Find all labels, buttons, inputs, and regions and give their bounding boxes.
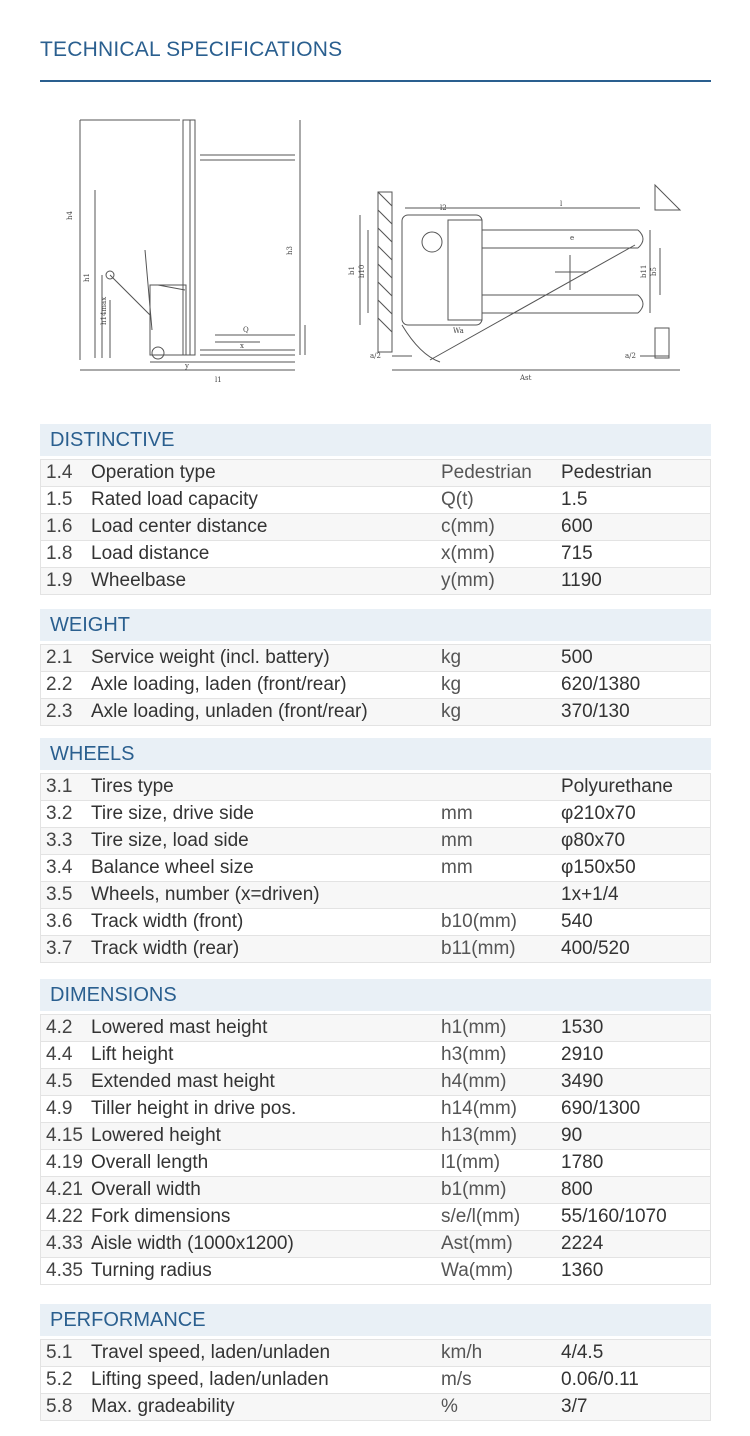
row-code: 4.5 bbox=[46, 1071, 73, 1092]
table-row bbox=[41, 936, 710, 963]
row-code: 4.15 bbox=[46, 1125, 83, 1146]
row-code: 3.2 bbox=[46, 803, 73, 824]
section-title: WHEELS bbox=[40, 738, 711, 770]
row-unit: x(mm) bbox=[441, 543, 495, 564]
table-row bbox=[41, 1015, 710, 1042]
row-value: 1x+1/4 bbox=[561, 884, 619, 905]
row-value: 1.5 bbox=[561, 489, 588, 510]
row-value: 540 bbox=[561, 911, 593, 932]
row-name: Lifting speed, laden/unladen bbox=[91, 1369, 329, 1390]
row-code: 5.8 bbox=[46, 1396, 73, 1417]
row-name: Wheels, number (x=driven) bbox=[91, 884, 320, 905]
row-name: Overall width bbox=[91, 1179, 201, 1200]
spec-table bbox=[40, 1339, 711, 1421]
row-unit: kg bbox=[441, 701, 462, 722]
table-row bbox=[41, 855, 710, 882]
section-title: DIMENSIONS bbox=[40, 979, 711, 1011]
row-name: Load center distance bbox=[91, 516, 268, 537]
label-b1: b1 bbox=[348, 266, 356, 275]
row-name: Extended mast height bbox=[91, 1071, 275, 1092]
label-b5: b5 bbox=[650, 267, 658, 276]
row-code: 3.3 bbox=[46, 830, 73, 851]
row-name: Axle loading, laden (front/rear) bbox=[91, 674, 347, 695]
label-l: l bbox=[560, 200, 563, 208]
section-performance bbox=[40, 1304, 711, 1421]
table-row bbox=[41, 1069, 710, 1096]
table-row bbox=[41, 1231, 710, 1258]
label-l2: l2 bbox=[440, 204, 447, 212]
row-unit: b11(mm) bbox=[441, 938, 516, 959]
table-row bbox=[41, 828, 710, 855]
row-name: Axle loading, unladen (front/rear) bbox=[91, 701, 368, 722]
section-wheels bbox=[40, 738, 711, 963]
table-row bbox=[41, 541, 710, 568]
label-Wa: Wa bbox=[453, 327, 464, 335]
row-unit: mm bbox=[441, 803, 473, 824]
table-row bbox=[41, 909, 710, 936]
row-name: Tire size, drive side bbox=[91, 803, 254, 824]
row-code: 4.21 bbox=[46, 1179, 83, 1200]
row-unit: s/e/l(mm) bbox=[441, 1206, 521, 1227]
row-unit: Pedestrian bbox=[441, 462, 532, 483]
row-code: 4.33 bbox=[46, 1233, 83, 1254]
table-row bbox=[41, 882, 710, 909]
row-unit: kg bbox=[441, 674, 462, 695]
section-distinctive bbox=[40, 424, 711, 595]
row-value: 55/160/1070 bbox=[561, 1206, 667, 1227]
row-value: 600 bbox=[561, 516, 593, 537]
row-value: φ210x70 bbox=[561, 803, 636, 824]
row-value: 500 bbox=[561, 647, 593, 668]
row-name: Balance wheel size bbox=[91, 857, 254, 878]
row-unit: Q(t) bbox=[441, 489, 474, 510]
row-name: Max. gradeability bbox=[91, 1396, 235, 1417]
row-code: 3.6 bbox=[46, 911, 73, 932]
row-unit: m/s bbox=[441, 1369, 472, 1390]
row-value: 400/520 bbox=[561, 938, 630, 959]
title-divider bbox=[40, 80, 711, 82]
row-name: Load distance bbox=[91, 543, 210, 564]
table-row bbox=[41, 514, 710, 541]
table-row bbox=[41, 568, 710, 595]
row-code: 5.1 bbox=[46, 1342, 73, 1363]
row-unit: y(mm) bbox=[441, 570, 495, 591]
label-l1: l1 bbox=[215, 376, 222, 384]
row-value: 2224 bbox=[561, 1233, 604, 1254]
row-unit: Ast(mm) bbox=[441, 1233, 513, 1254]
row-unit: % bbox=[441, 1396, 458, 1417]
row-name: Rated load capacity bbox=[91, 489, 258, 510]
label-y: y bbox=[185, 362, 189, 370]
row-name: Tire size, load side bbox=[91, 830, 249, 851]
spec-table bbox=[40, 459, 711, 595]
spec-table bbox=[40, 1014, 711, 1285]
row-unit: h4(mm) bbox=[441, 1071, 507, 1092]
row-code: 1.9 bbox=[46, 570, 73, 591]
row-code: 1.8 bbox=[46, 543, 73, 564]
row-name: Operation type bbox=[91, 462, 216, 483]
row-value: Polyurethane bbox=[561, 776, 673, 797]
table-row bbox=[41, 1367, 710, 1394]
label-Q: Q bbox=[243, 326, 249, 334]
table-row bbox=[41, 672, 710, 699]
table-row bbox=[41, 1204, 710, 1231]
label-b10: b10 bbox=[358, 264, 366, 278]
table-row bbox=[41, 1042, 710, 1069]
section-title: WEIGHT bbox=[40, 609, 711, 641]
section-title: PERFORMANCE bbox=[40, 1304, 711, 1336]
row-unit: mm bbox=[441, 830, 473, 851]
row-value: 2910 bbox=[561, 1044, 604, 1065]
row-code: 4.22 bbox=[46, 1206, 83, 1227]
row-unit: km/h bbox=[441, 1342, 483, 1363]
row-code: 2.2 bbox=[46, 674, 73, 695]
table-row bbox=[41, 1394, 710, 1421]
row-value: 800 bbox=[561, 1179, 593, 1200]
row-unit: kg bbox=[441, 647, 462, 668]
row-value: Pedestrian bbox=[561, 462, 652, 483]
row-unit: l1(mm) bbox=[441, 1152, 501, 1173]
row-code: 4.2 bbox=[46, 1017, 73, 1038]
label-h4: h4 bbox=[66, 211, 74, 220]
spec-table bbox=[40, 773, 711, 963]
row-name: Lowered height bbox=[91, 1125, 221, 1146]
row-code: 1.6 bbox=[46, 516, 73, 537]
spec-table bbox=[40, 644, 711, 726]
row-code: 2.1 bbox=[46, 647, 73, 668]
row-unit: Wa(mm) bbox=[441, 1260, 514, 1281]
table-row bbox=[41, 801, 710, 828]
row-name: Lift height bbox=[91, 1044, 174, 1065]
technical-drawing bbox=[40, 100, 711, 400]
row-code: 1.4 bbox=[46, 462, 73, 483]
label-e: e bbox=[570, 234, 575, 242]
row-value: 1780 bbox=[561, 1152, 604, 1173]
row-code: 3.5 bbox=[46, 884, 73, 905]
row-value: 1530 bbox=[561, 1017, 604, 1038]
row-code: 1.5 bbox=[46, 489, 73, 510]
label-a2-right: a/2 bbox=[625, 352, 636, 360]
label-h14: h14max bbox=[100, 296, 108, 325]
table-row bbox=[41, 1177, 710, 1204]
table-row bbox=[41, 460, 710, 487]
row-value: 1360 bbox=[561, 1260, 604, 1281]
row-value: 3490 bbox=[561, 1071, 604, 1092]
row-name: Lowered mast height bbox=[91, 1017, 268, 1038]
section-weight bbox=[40, 609, 711, 726]
row-unit: h1(mm) bbox=[441, 1017, 507, 1038]
row-unit: h14(mm) bbox=[441, 1098, 518, 1119]
row-value: 690/1300 bbox=[561, 1098, 641, 1119]
table-row bbox=[41, 1340, 710, 1367]
row-name: Fork dimensions bbox=[91, 1206, 231, 1227]
row-code: 5.2 bbox=[46, 1369, 73, 1390]
row-value: 0.06/0.11 bbox=[561, 1369, 639, 1390]
row-value: 1190 bbox=[561, 570, 602, 591]
section-title: DISTINCTIVE bbox=[40, 424, 711, 456]
row-code: 3.7 bbox=[46, 938, 73, 959]
row-value: 4/4.5 bbox=[561, 1342, 604, 1363]
label-h3: h3 bbox=[286, 246, 294, 255]
row-name: Track width (front) bbox=[91, 911, 244, 932]
row-code: 4.35 bbox=[46, 1260, 83, 1281]
row-unit: c(mm) bbox=[441, 516, 495, 537]
row-name: Turning radius bbox=[91, 1260, 212, 1281]
label-x: x bbox=[240, 342, 244, 350]
row-code: 3.4 bbox=[46, 857, 73, 878]
table-row bbox=[41, 1150, 710, 1177]
row-name: Tiller height in drive pos. bbox=[91, 1098, 297, 1119]
row-value: 3/7 bbox=[561, 1396, 588, 1417]
row-code: 4.9 bbox=[46, 1098, 73, 1119]
row-unit: h13(mm) bbox=[441, 1125, 518, 1146]
row-name: Travel speed, laden/unladen bbox=[91, 1342, 331, 1363]
table-row bbox=[41, 645, 710, 672]
row-value: 715 bbox=[561, 543, 593, 564]
row-name: Track width (rear) bbox=[91, 938, 240, 959]
table-row bbox=[41, 1258, 710, 1285]
row-value: 620/1380 bbox=[561, 674, 641, 695]
row-name: Wheelbase bbox=[91, 570, 187, 591]
row-name: Overall length bbox=[91, 1152, 209, 1173]
table-row bbox=[41, 487, 710, 514]
section-dimensions bbox=[40, 979, 711, 1285]
row-unit: h3(mm) bbox=[441, 1044, 507, 1065]
table-row bbox=[41, 1096, 710, 1123]
row-value: 90 bbox=[561, 1125, 583, 1146]
table-row bbox=[41, 699, 710, 726]
row-unit: b1(mm) bbox=[441, 1179, 507, 1200]
label-a2-left: a/2 bbox=[370, 352, 381, 360]
row-unit: b10(mm) bbox=[441, 911, 518, 932]
label-b11: b11 bbox=[640, 264, 648, 278]
label-Ast: Ast bbox=[520, 374, 532, 382]
row-code: 2.3 bbox=[46, 701, 73, 722]
row-name: Tires type bbox=[91, 776, 174, 797]
row-value: φ80x70 bbox=[561, 830, 626, 851]
row-code: 4.19 bbox=[46, 1152, 83, 1173]
page-title: TECHNICAL SPECIFICATIONS bbox=[40, 38, 343, 61]
row-unit: mm bbox=[441, 857, 473, 878]
table-row bbox=[41, 774, 710, 801]
row-code: 3.1 bbox=[46, 776, 73, 797]
table-row bbox=[41, 1123, 710, 1150]
label-h1: h1 bbox=[83, 273, 91, 282]
row-name: Service weight (incl. battery) bbox=[91, 647, 330, 668]
row-value: 370/130 bbox=[561, 701, 630, 722]
row-code: 4.4 bbox=[46, 1044, 73, 1065]
row-value: φ150x50 bbox=[561, 857, 636, 878]
row-name: Aisle width (1000x1200) bbox=[91, 1233, 294, 1254]
